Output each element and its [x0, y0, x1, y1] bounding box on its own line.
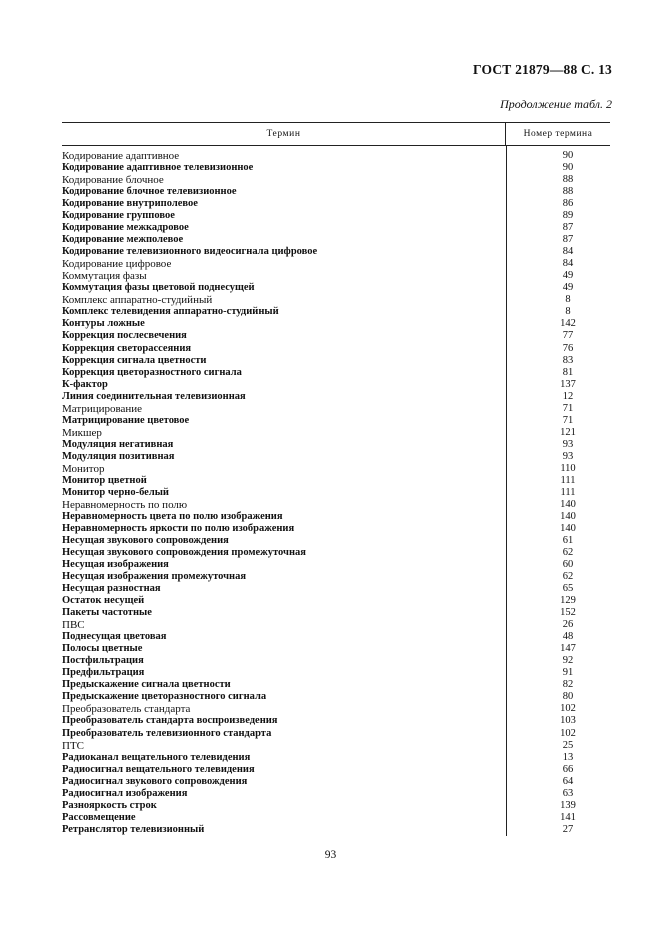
table-row — [62, 330, 610, 342]
table-row — [62, 451, 610, 463]
term-number-cell: 87 — [562, 234, 574, 246]
term-cell: Радиосигнал звукового сопровождения — [62, 775, 248, 787]
term-cell: Кодирование межполевое — [62, 234, 184, 246]
table-row — [62, 583, 610, 595]
term-number-cell: 61 — [562, 535, 574, 546]
term-cell: Кодирование внутриполевое — [62, 198, 198, 210]
term-number-cell: 87 — [562, 222, 574, 234]
table-row — [62, 824, 610, 836]
term-cell: Несущая разностная — [62, 583, 161, 595]
term-number-cell: 84 — [562, 258, 574, 270]
term-cell: Кодирование блочное — [62, 174, 164, 187]
term-cell: Кодирование цифровое — [62, 258, 172, 271]
table-row — [62, 439, 610, 451]
term-number-cell: 137 — [560, 378, 576, 390]
term-cell: Неравномерность яркости по полю изображения — [62, 522, 295, 534]
term-cell: Неравномерность цвета по полю изображения — [62, 510, 283, 522]
term-number-cell: 76 — [562, 342, 574, 354]
table-row — [62, 523, 610, 535]
term-cell: Линия соединительная телевизионная — [62, 390, 246, 402]
term-number-cell: 62 — [562, 547, 574, 559]
term-number-cell: 83 — [562, 354, 574, 366]
term-cell: Предыскажение цветоразностного сигнала — [62, 691, 267, 703]
term-number-cell: 140 — [560, 498, 576, 510]
term-cell: Кодирование адаптивное телевизионное — [62, 162, 254, 174]
term-cell: Коммутация фазы цветовой поднесущей — [62, 282, 255, 294]
term-number-cell: 8 — [565, 306, 571, 318]
term-cell: Преобразователь стандарта воспроизведения — [62, 715, 278, 727]
term-cell: Пакеты частотные — [62, 607, 152, 619]
table-row — [62, 258, 610, 270]
table-row — [62, 391, 610, 403]
term-number-cell: 71 — [562, 402, 574, 414]
table-row — [62, 318, 610, 330]
table-row — [62, 595, 610, 607]
term-number-cell: 82 — [562, 679, 574, 691]
term-number-cell: 8 — [565, 294, 571, 306]
table-row — [62, 691, 610, 703]
term-cell: Монитор цветной — [62, 474, 147, 486]
term-cell: Коррекция сигнала цветности — [62, 354, 207, 366]
table-row — [62, 427, 610, 439]
table-row — [62, 715, 610, 727]
term-cell: Комплекс аппаратно-студийный — [62, 294, 213, 307]
term-cell: К-фактор — [62, 378, 108, 390]
term-cell: Кодирование межкадровое — [62, 222, 189, 234]
table-row — [62, 752, 610, 764]
term-number-cell: 71 — [562, 414, 574, 426]
table-header — [62, 122, 610, 146]
table-row — [62, 764, 610, 776]
term-cell: Постфильтрация — [62, 655, 144, 667]
table-row — [62, 367, 610, 379]
term-cell: Коррекция послесвечения — [62, 330, 187, 342]
table-row — [62, 703, 610, 715]
term-cell: Модуляция позитивная — [62, 450, 175, 462]
term-cell: Радиоканал вещательного телевидения — [62, 751, 251, 763]
term-number-cell: 86 — [562, 198, 574, 210]
table-row — [62, 631, 610, 643]
term-number-cell: 152 — [560, 607, 576, 619]
table-row — [62, 463, 610, 475]
table-row — [62, 150, 610, 162]
term-cell: ПВС — [62, 619, 85, 632]
term-cell: Радиосигнал вещательного телевидения — [62, 763, 255, 775]
term-cell: Неравномерность по полю — [62, 498, 188, 511]
term-cell: Предыскажение сигнала цветности — [62, 679, 231, 691]
term-number-cell: 111 — [560, 486, 576, 498]
term-cell: Матрицирование — [62, 402, 143, 415]
term-cell: Кодирование групповое — [62, 210, 175, 222]
term-cell: Кодирование телевизионного видеосигнала цифровое — [62, 246, 318, 258]
term-number-cell: 140 — [560, 510, 576, 522]
table-row — [62, 487, 610, 499]
table-row — [62, 643, 610, 655]
term-number-cell: 48 — [562, 631, 574, 643]
term-cell: Поднесущая цветовая — [62, 631, 167, 643]
term-cell: Монитор — [62, 462, 105, 475]
table-row — [62, 174, 610, 186]
term-cell: Коммутация фазы — [62, 270, 147, 283]
term-cell: Кодирование адаптивное — [62, 150, 180, 162]
table-row — [62, 222, 610, 234]
term-number-cell: 81 — [562, 366, 574, 378]
term-number-cell: 12 — [562, 390, 574, 402]
table-row — [62, 234, 610, 246]
term-cell: Несущая звукового сопровождения промежуточная — [62, 547, 306, 559]
table-row — [62, 571, 610, 583]
table-row — [62, 511, 610, 523]
term-cell: Коррекция светорассеяния — [62, 342, 192, 354]
term-number-cell: 25 — [562, 739, 574, 751]
terms-table — [62, 122, 610, 836]
table-row — [62, 776, 610, 788]
term-cell: Матрицирование цветовое — [62, 414, 190, 426]
table-row — [62, 728, 610, 740]
table-row — [62, 403, 610, 415]
term-number-cell: 141 — [560, 811, 576, 823]
term-number-cell: 77 — [562, 330, 574, 342]
term-number-cell: 129 — [560, 595, 576, 607]
term-cell: Монитор черно-белый — [62, 486, 169, 498]
table-row — [62, 619, 610, 631]
term-number-cell: 60 — [562, 559, 574, 571]
page-number: 93 — [324, 849, 337, 861]
table-body — [62, 146, 610, 836]
table-continuation-label: Продолжение табл. 2 — [500, 97, 612, 111]
term-number-cell: 140 — [560, 522, 576, 534]
table-row — [62, 499, 610, 511]
table-row — [62, 655, 610, 667]
table-row — [62, 740, 610, 752]
table-row — [62, 475, 610, 487]
table-row — [62, 306, 610, 318]
term-cell: ПТС — [62, 739, 84, 752]
term-cell: Кодирование блочное телевизионное — [62, 186, 237, 198]
term-cell: Комплекс телевидения аппаратно-студийный — [62, 306, 279, 318]
column-header-number: Номер термина — [523, 129, 593, 139]
term-number-cell: 93 — [562, 438, 574, 450]
term-cell: Несущая изображения — [62, 559, 169, 571]
term-cell: Остаток несущей — [62, 595, 145, 607]
term-number-cell: 92 — [562, 655, 574, 667]
term-number-cell: 27 — [562, 823, 574, 835]
table-row — [62, 294, 610, 306]
term-cell: Преобразователь телевизионного стандарта — [62, 727, 272, 739]
standard-page-header: ГОСТ 21879—88 С. 13 — [473, 62, 612, 77]
term-number-cell: 90 — [562, 150, 574, 161]
term-number-cell: 63 — [562, 787, 574, 799]
term-number-cell: 91 — [562, 667, 574, 679]
term-number-cell: 13 — [562, 751, 574, 763]
table-row — [62, 282, 610, 294]
table-row — [62, 379, 610, 391]
term-cell: Коррекция цветоразностного сигнала — [62, 366, 242, 378]
term-number-cell: 80 — [562, 691, 574, 703]
table-row — [62, 547, 610, 559]
term-cell: Несущая изображения промежуточная — [62, 571, 247, 583]
table-row — [62, 270, 610, 282]
term-number-cell: 139 — [560, 799, 576, 811]
term-number-cell: 102 — [560, 727, 576, 739]
term-number-cell: 111 — [560, 474, 576, 486]
term-number-cell: 121 — [560, 426, 576, 438]
term-number-cell: 147 — [560, 643, 576, 655]
term-number-cell: 64 — [562, 775, 574, 787]
term-number-cell: 93 — [562, 450, 574, 462]
term-number-cell: 102 — [560, 703, 576, 715]
term-number-cell: 142 — [560, 318, 576, 330]
term-number-cell: 65 — [562, 583, 574, 595]
term-number-cell: 89 — [562, 210, 574, 222]
term-number-cell: 90 — [562, 162, 574, 174]
table-row — [62, 800, 610, 812]
term-cell: Микшер — [62, 426, 102, 439]
table-row — [62, 355, 610, 367]
table-row — [62, 607, 610, 619]
term-number-cell: 88 — [562, 174, 574, 186]
table-row — [62, 679, 610, 691]
table-row — [62, 415, 610, 427]
term-number-cell: 88 — [562, 186, 574, 198]
term-number-cell: 110 — [560, 462, 576, 474]
term-number-cell: 49 — [562, 282, 574, 294]
term-cell: Преобразователь стандарта — [62, 703, 191, 716]
table-row — [62, 667, 610, 679]
term-number-cell: 62 — [562, 571, 574, 583]
table-row — [62, 198, 610, 210]
term-cell: Полосы цветные — [62, 643, 143, 655]
table-row — [62, 186, 610, 198]
table-row — [62, 162, 610, 174]
term-cell: Ретранслятор телевизионный — [62, 823, 205, 835]
term-cell: Модуляция негативная — [62, 438, 174, 450]
term-cell: Предфильтрация — [62, 667, 145, 679]
table-row — [62, 559, 610, 571]
table-row — [62, 246, 610, 258]
term-number-cell: 49 — [562, 270, 574, 282]
term-number-cell: 84 — [562, 246, 574, 258]
term-number-cell: 103 — [560, 715, 576, 727]
term-cell: Радиосигнал изображения — [62, 787, 188, 799]
term-cell: Рассовмещение — [62, 811, 136, 823]
term-cell: Разнояркость строк — [62, 799, 157, 811]
term-cell: Несущая звукового сопровождения — [62, 535, 229, 546]
term-number-cell: 66 — [562, 763, 574, 775]
table-row — [62, 812, 610, 824]
table-row — [62, 535, 610, 547]
column-header-term: Термин — [62, 123, 506, 145]
table-row — [62, 343, 610, 355]
term-number-cell: 26 — [562, 619, 574, 631]
table-row — [62, 788, 610, 800]
term-cell: Контуры ложные — [62, 318, 145, 330]
table-row — [62, 210, 610, 222]
